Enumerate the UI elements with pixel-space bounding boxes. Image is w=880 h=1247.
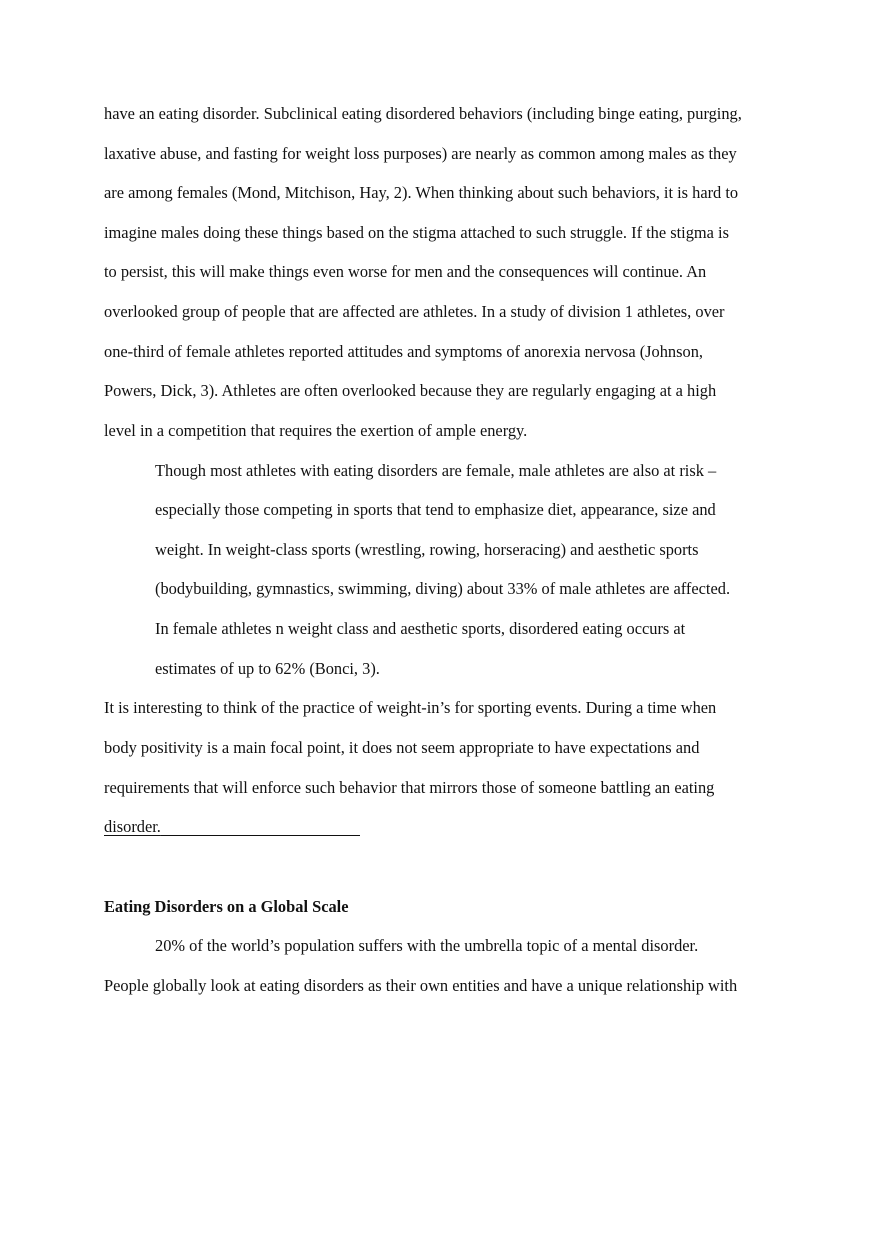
underline-rule [161, 835, 360, 836]
paragraph-2-line: requirements that will enforce such behavior that mirrors those of someone battling an eating [104, 778, 715, 797]
section-heading: Eating Disorders on a Global Scale [104, 897, 349, 916]
paragraph-2-line: It is interesting to think of the practice of weight-in’s for sporting events. During a time when [104, 698, 717, 717]
block-quote-line: In female athletes n weight class and aesthetic sports, disordered eating occurs at [155, 619, 686, 638]
paragraph-1-line: level in a competition that requires the exertion of ample energy. [104, 421, 528, 440]
paragraph-1-line: one-third of female athletes reported attitudes and symptoms of anorexia nervosa (Johnson, [104, 342, 703, 361]
block-quote-line: estimates of up to 62% (Bonci, 3). [155, 659, 380, 678]
paragraph-1-line: are among females (Mond, Mitchison, Hay, 2). When thinking about such behaviors, it is hard to [104, 183, 739, 202]
paragraph-1-line: overlooked group of people that are affected are athletes. In a study of division 1 athletes, over [104, 302, 725, 321]
paragraph-1-line: have an eating disorder. Subclinical eating disordered behaviors (including binge eating, purging, [104, 104, 742, 123]
underlined-text: disorder. [104, 817, 161, 836]
paragraph-3-line: People globally look at eating disorders as their own entities and have a unique relationship with [104, 976, 738, 995]
block-quote-line: Though most athletes with eating disorders are female, male athletes are also at risk – [155, 461, 717, 480]
paragraph-1-line: Powers, Dick, 3). Athletes are often overlooked because they are regularly engaging at a high [104, 381, 717, 400]
paragraph-1-line: to persist, this will make things even worse for men and the consequences will continue. An [104, 262, 707, 281]
paragraph-1-line: imagine males doing these things based on the stigma attached to such struggle. If the stigma is [104, 223, 729, 242]
paragraph-1-line: laxative abuse, and fasting for weight loss purposes) are nearly as common among males as they [104, 144, 737, 163]
block-quote-line: especially those competing in sports that tend to emphasize diet, appearance, size and [155, 500, 716, 519]
paragraph-2-line [104, 817, 360, 837]
block-quote-line: (bodybuilding, gymnastics, swimming, diving) about 33% of male athletes are affected. [155, 579, 731, 598]
paragraph-3-line: 20% of the world’s population suffers with the umbrella topic of a mental disorder. [155, 936, 699, 955]
block-quote-line: weight. In weight-class sports (wrestling, rowing, horseracing) and aesthetic sports [155, 540, 699, 559]
paragraph-2-line: body positivity is a main focal point, it does not seem appropriate to have expectations and [104, 738, 700, 757]
